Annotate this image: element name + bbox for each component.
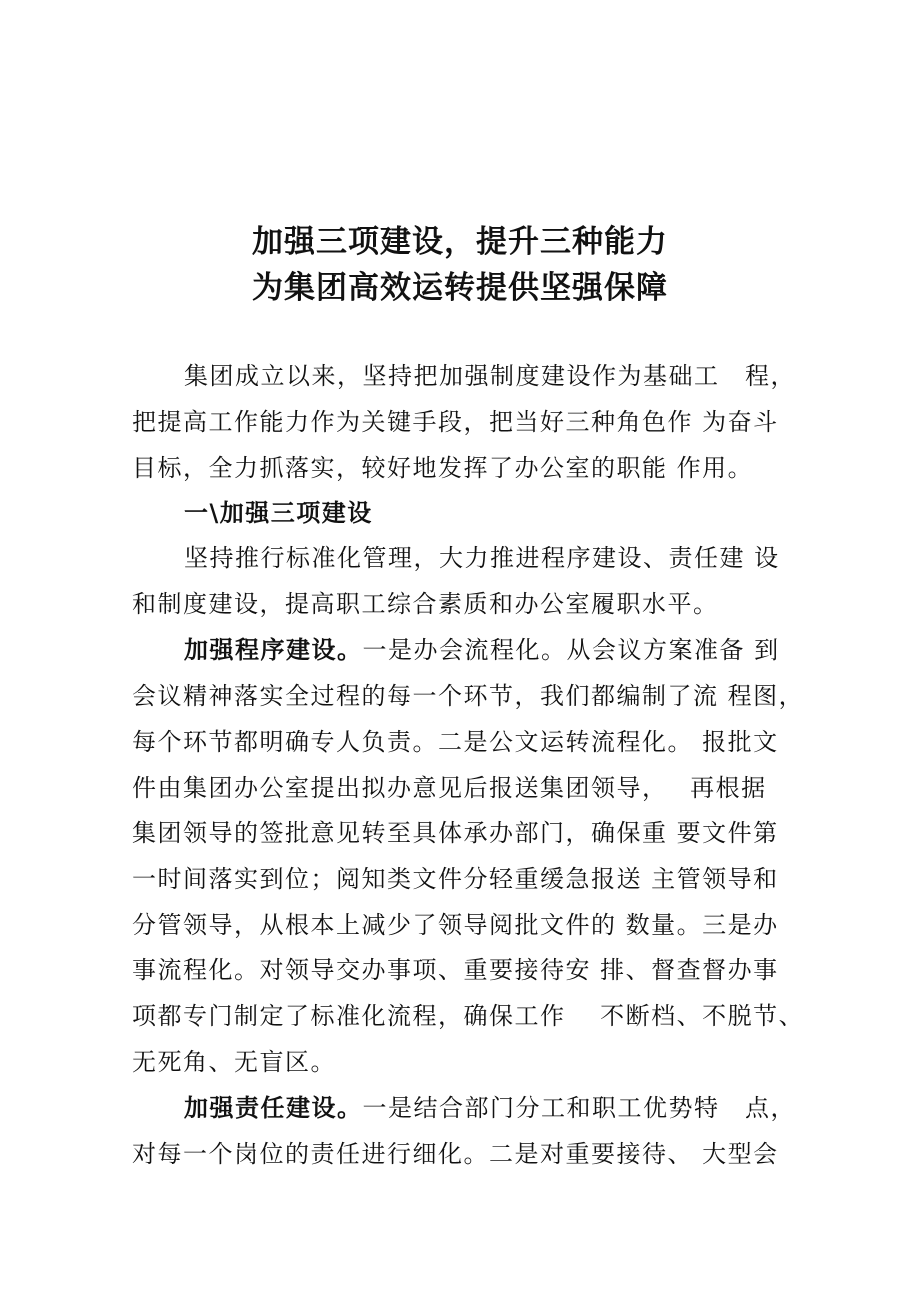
- intro-line: 集团成立以来，坚持把加强制度建设作为基础工 程，: [184, 362, 796, 390]
- program-line: 分管领导，从根本上减少了领导阅批文件的 数量。三是办: [132, 911, 779, 939]
- intro-line: 把提高工作能力作为关键手段，把当好三种角色作 为奋斗: [132, 408, 779, 436]
- section-intro-line: 和制度建设，提高职工综合素质和办公室履职水平。: [132, 590, 719, 618]
- program-line: 集团领导的签批意见转至具体承办部门，确保重 要文件第: [132, 819, 779, 847]
- responsibility-lead: 加强责任建设。: [184, 1094, 363, 1122]
- section-intro-line: 坚持推行标准化管理，大力推进程序建设、责任建 设: [184, 544, 780, 572]
- program-line: 一时间落实到位；阅知类文件分轻重缓急报送 主管领导和: [132, 865, 779, 893]
- intro-line: 目标，全力抓落实，较好地发挥了办公室的职能 作用。: [132, 454, 754, 482]
- program-first-rest: 一是办会流程化。从会议方案准备 到: [362, 636, 780, 664]
- program-line: 无死角、无盲区。: [132, 1048, 336, 1076]
- document-title-line-2: 为集团高效运转提供坚强保障: [252, 270, 668, 306]
- program-paragraph-first-line: [184, 634, 780, 666]
- program-line: 件由集团办公室提出拟办意见后报送集团领导， 再根据: [132, 774, 767, 802]
- program-lead: 加强程序建设。: [184, 636, 363, 664]
- responsibility-paragraph-first-line: [184, 1092, 796, 1124]
- program-line: 项都专门制定了标准化流程，确保工作 不断档、不脱节、: [132, 1002, 805, 1030]
- document-title-line-1: 加强三项建设，提升三种能力: [252, 224, 668, 260]
- responsibility-line: 对每一个岗位的责任进行细化。二是对重要接待、 大型会: [132, 1140, 779, 1168]
- section-heading: 一\加强三项建设: [184, 499, 373, 527]
- program-line: 会议精神落实全过程的每一个环节，我们都编制了流 程图，: [132, 682, 805, 710]
- program-line: 事流程化。对领导交办事项、重要接待安 排、督查督办事: [132, 956, 779, 984]
- responsibility-first-rest: 一是结合部门分工和职工优势特 点，: [362, 1094, 796, 1122]
- program-line: 每个环节都明确专人负责。二是公文运转流程化。 报批文: [132, 728, 779, 756]
